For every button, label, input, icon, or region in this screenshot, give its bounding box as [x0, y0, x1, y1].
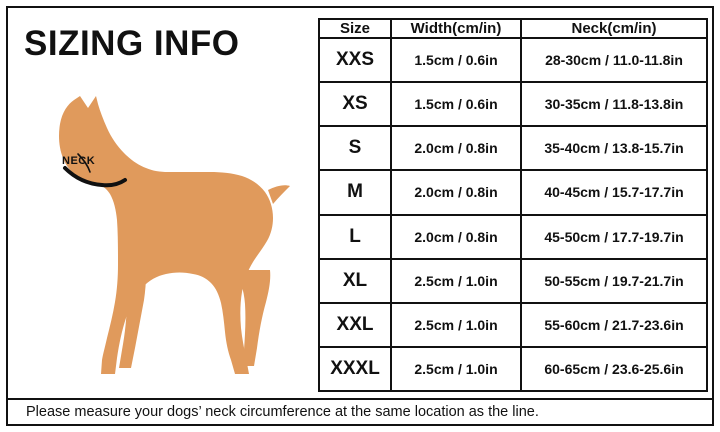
cell-width: 2.0cm / 0.8in: [391, 215, 521, 259]
size-table: [318, 18, 708, 392]
header-size: Size: [319, 19, 391, 38]
cell-neck: 35-40cm / 13.8-15.7in: [521, 126, 707, 170]
cell-neck: 50-55cm / 19.7-21.7in: [521, 259, 707, 303]
cell-size: XS: [319, 82, 391, 126]
table-row: [319, 126, 707, 170]
cell-width: 1.5cm / 0.6in: [391, 82, 521, 126]
header-neck: Neck(cm/in): [521, 19, 707, 38]
table-row: [319, 347, 707, 391]
cell-width: 2.5cm / 1.0in: [391, 347, 521, 391]
footer-note: Please measure your dogs’ neck circumference at the same location as the line.: [26, 404, 539, 420]
cell-neck: 45-50cm / 17.7-19.7in: [521, 215, 707, 259]
table-row: [319, 215, 707, 259]
table-header-row: [319, 19, 707, 38]
page-title: SIZING INFO: [24, 24, 240, 63]
cell-size: S: [319, 126, 391, 170]
cell-width: 2.0cm / 0.8in: [391, 170, 521, 214]
table-row: [319, 38, 707, 82]
cell-width: 1.5cm / 0.6in: [391, 38, 521, 82]
cell-width: 2.5cm / 1.0in: [391, 303, 521, 347]
size-table-wrapper: [318, 18, 706, 392]
cell-width: 2.0cm / 0.8in: [391, 126, 521, 170]
cell-neck: 60-65cm / 23.6-25.6in: [521, 347, 707, 391]
cell-size: XXS: [319, 38, 391, 82]
cell-size: XXL: [319, 303, 391, 347]
cell-neck: 28-30cm / 11.0-11.8in: [521, 38, 707, 82]
footer-divider: [8, 398, 712, 400]
cell-neck: 55-60cm / 21.7-23.6in: [521, 303, 707, 347]
cell-size: L: [319, 215, 391, 259]
cell-width: 2.5cm / 1.0in: [391, 259, 521, 303]
table-row: [319, 259, 707, 303]
cell-size: M: [319, 170, 391, 214]
cell-neck: 30-35cm / 11.8-13.8in: [521, 82, 707, 126]
dog-silhouette-icon: [18, 82, 303, 382]
table-row: [319, 82, 707, 126]
cell-size: XXXL: [319, 347, 391, 391]
header-width: Width(cm/in): [391, 19, 521, 38]
dog-diagram: [18, 82, 303, 382]
table-row: [319, 170, 707, 214]
cell-neck: 40-45cm / 15.7-17.7in: [521, 170, 707, 214]
left-panel: [10, 10, 310, 392]
neck-label: NECK: [62, 155, 96, 167]
table-row: [319, 303, 707, 347]
cell-size: XL: [319, 259, 391, 303]
